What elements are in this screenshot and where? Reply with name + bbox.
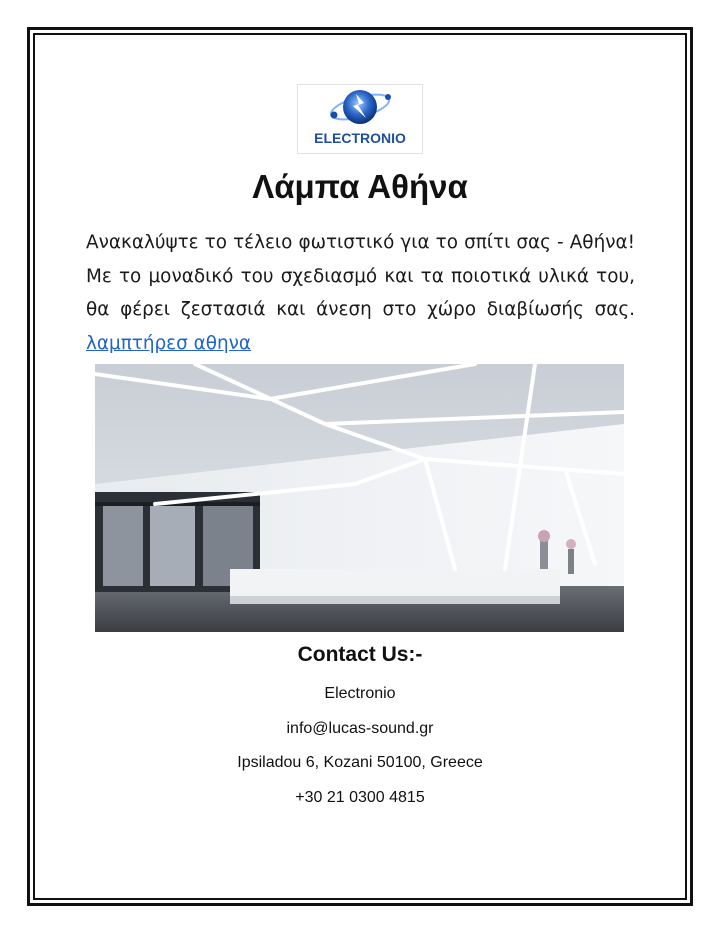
electronio-logo [297,84,423,154]
description-paragraph [86,226,635,360]
contact-email[interactable]: info@lucas-sound.gr [286,720,434,737]
lobby-photo [95,364,624,632]
contact-address: Ipsiladou 6, Kozani 50100, Greece [237,754,483,771]
page-title: Λάμπα Αθήνα [252,168,468,205]
logo-text: ELECTRONIO [314,130,406,146]
contact-heading: Contact Us:- [297,643,423,666]
description-text: Ανακαλύψτε το τέλειο φωτιστικό για το σπίτι σας - Αθήνα! Με το μοναδικό του σχεδιασμό και τα ποιοτικά υλικά του, θα φέρει ζεστασιά και άνεση στο χώρο διαβίωσής σας. [86,232,635,320]
company-name: Electronio [324,685,396,702]
keyword-link[interactable]: λαμπτήρεσ αθηνα [86,332,252,354]
contact-phone[interactable]: +30 21 0300 4815 [295,789,425,806]
